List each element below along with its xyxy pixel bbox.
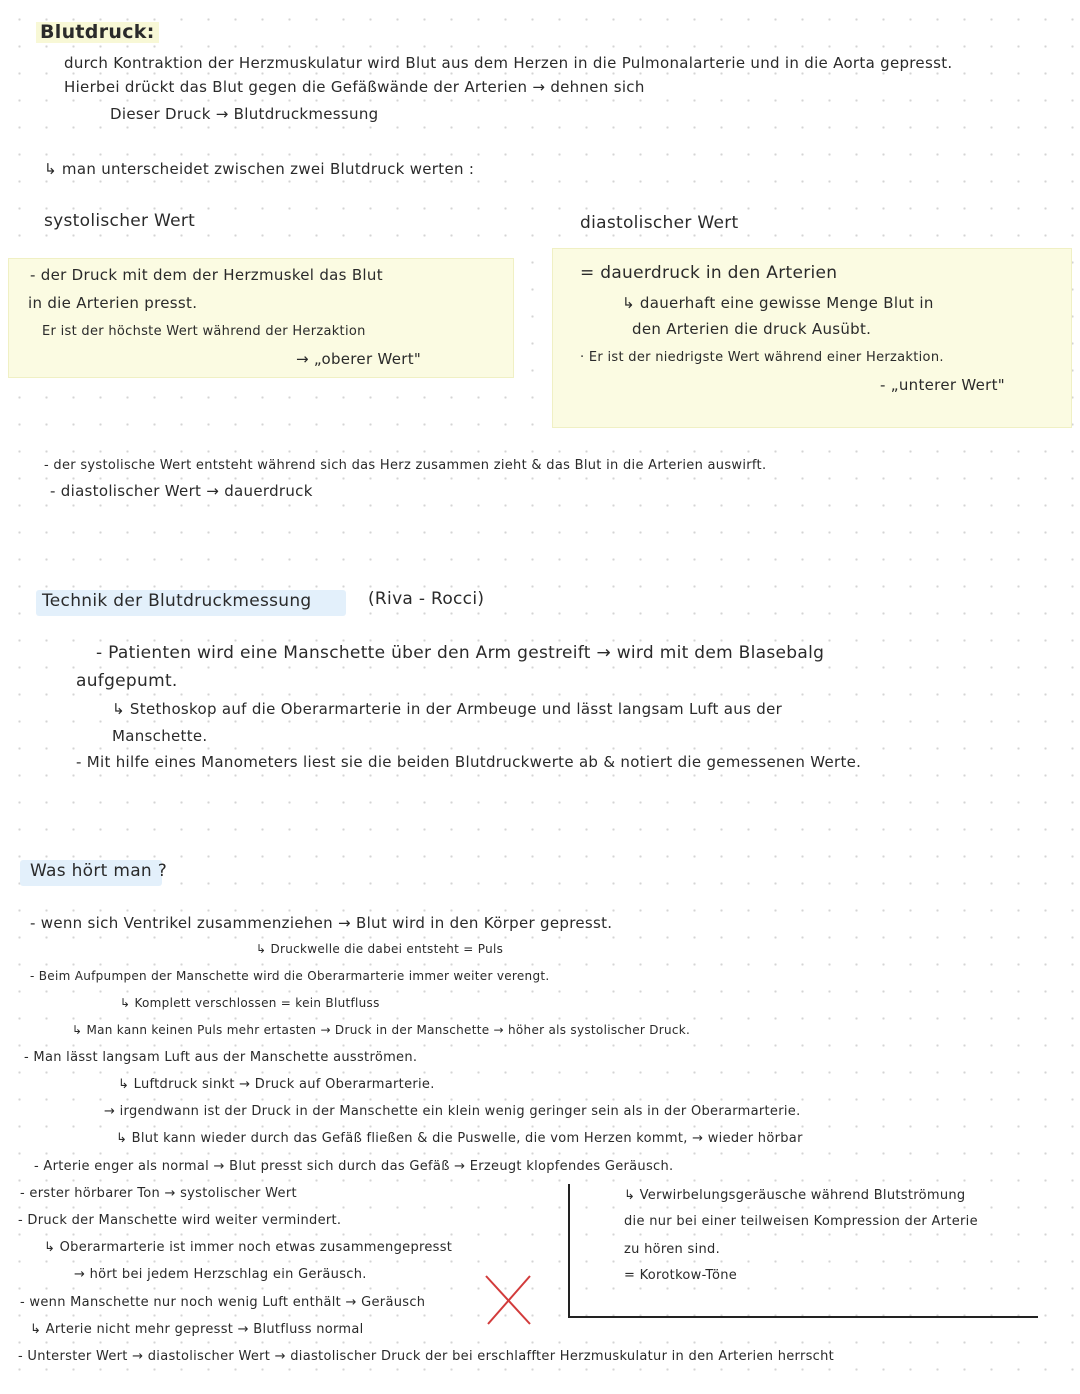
text-line: - Mit hilfe eines Manometers liest sie die beiden Blutdruckwerte ab & notiert die gemessenen Werte. <box>76 753 862 771</box>
text-line: ↳ Luftdruck sinkt → Druck auf Oberarmarterie. <box>118 1077 435 1092</box>
box-divider-horizontal <box>568 1316 1038 1318</box>
text-line: - erster hörbarer Ton → systolischer Wert <box>20 1186 297 1201</box>
subtitle-riva-rocci: (Riva - Rocci) <box>368 589 485 609</box>
text-line: ↳ Stethoskop auf die Oberarmarterie in der Armbeuge und lässt langsam Luft aus der <box>112 700 783 718</box>
text-line: - Man lässt langsam Luft aus der Manschette ausströmen. <box>24 1050 418 1065</box>
text-line: - „unterer Wert" <box>880 376 1006 394</box>
text-line: durch Kontraktion der Herzmuskulatur wird Blut aus dem Herzen in die Pulmonalarterie und in die Aorta gepresst. <box>64 54 953 72</box>
text-line: - wenn Manschette nur noch wenig Luft enthält → Geräusch <box>20 1295 426 1310</box>
text-line: ↳ man unterscheidet zwischen zwei Blutdruck werten : <box>44 160 475 178</box>
text-line: - wenn sich Ventrikel zusammenziehen → Blut wird in den Körper gepresst. <box>30 914 613 932</box>
text-line: - Beim Aufpumpen der Manschette wird die Oberarmarterie immer weiter verengt. <box>30 969 550 983</box>
text-line: · Er ist der niedrigste Wert während einer Herzaktion. <box>580 350 944 365</box>
text-line: = dauerdruck in den Arterien <box>580 263 838 283</box>
text-line: ↳ Oberarmarterie ist immer noch etwas zusammengepresst <box>44 1240 453 1255</box>
text-line: - diastolischer Wert → dauerdruck <box>50 482 313 500</box>
text-line: ↳ Blut kann wieder durch das Gefäß fließen & die Puswelle, die vom Herzen kommt, → wieder hörbar <box>116 1131 803 1146</box>
heading-systolic: systolischer Wert <box>44 211 196 231</box>
text-line: - der Druck mit dem der Herzmuskel das Blut <box>30 266 383 284</box>
text-line: ↳ dauerhaft eine gewisse Menge Blut in <box>622 294 934 312</box>
text-line: = Korotkow-Töne <box>624 1268 738 1283</box>
cross-out-mark <box>480 1270 544 1330</box>
text-line: → irgendwann ist der Druck in der Manschette ein klein wenig geringer sein als in der Oberarmarterie. <box>104 1104 801 1119</box>
text-line: den Arterien die druck Ausübt. <box>632 320 872 338</box>
text-line: → „oberer Wert" <box>296 350 422 368</box>
text-line: - Druck der Manschette wird weiter vermindert. <box>18 1213 342 1228</box>
text-line: → hört bei jedem Herzschlag ein Geräusch. <box>74 1267 367 1282</box>
text-line: - Arterie enger als normal → Blut presst sich durch das Gefäß → Erzeugt klopfendes Geräusch. <box>34 1159 674 1174</box>
text-line: Er ist der höchste Wert während der Herzaktion <box>42 324 366 339</box>
text-line: die nur bei einer teilweisen Kompression der Arterie <box>624 1214 978 1229</box>
text-line: - Unterster Wert → diastolischer Wert → diastolischer Druck der bei erschlaffter Herzmuskulatur in den Arterien herrscht <box>18 1349 835 1364</box>
text-line: - Patienten wird eine Manschette über den Arm gestreift → wird mit dem Blasebalg <box>96 643 825 663</box>
text-line: aufgepumt. <box>76 671 178 691</box>
box-divider-vertical <box>568 1184 570 1318</box>
text-line: zu hören sind. <box>624 1242 721 1257</box>
heading-technique: Technik der Blutdruckmessung <box>42 591 312 611</box>
text-line: Dieser Druck → Blutdruckmessung <box>110 105 379 123</box>
title-blutdruck: Blutdruck: <box>36 22 159 43</box>
text-line: ↳ Komplett verschlossen = kein Blutfluss <box>120 996 380 1010</box>
text-line: ↳ Man kann keinen Puls mehr ertasten → Druck in der Manschette → höher als systolischer Druck. <box>72 1023 691 1037</box>
text-line: ↳ Verwirbelungsgeräusche während Blutströmung <box>624 1188 966 1203</box>
text-line: Hierbei drückt das Blut gegen die Gefäßwände der Arterien → dehnen sich <box>64 78 645 96</box>
heading-hearing: Was hört man ? <box>30 861 168 881</box>
text-line: - der systolische Wert entsteht während sich das Herz zusammen zieht & das Blut in die Arterien auswirft. <box>44 458 767 473</box>
text-line: Manschette. <box>112 727 208 745</box>
text-line: ↳ Druckwelle die dabei entsteht = Puls <box>256 942 504 956</box>
text-line: ↳ Arterie nicht mehr gepresst → Blutfluss normal <box>30 1322 364 1337</box>
text-line: in die Arterien presst. <box>28 294 198 312</box>
heading-diastolic: diastolischer Wert <box>580 213 739 233</box>
